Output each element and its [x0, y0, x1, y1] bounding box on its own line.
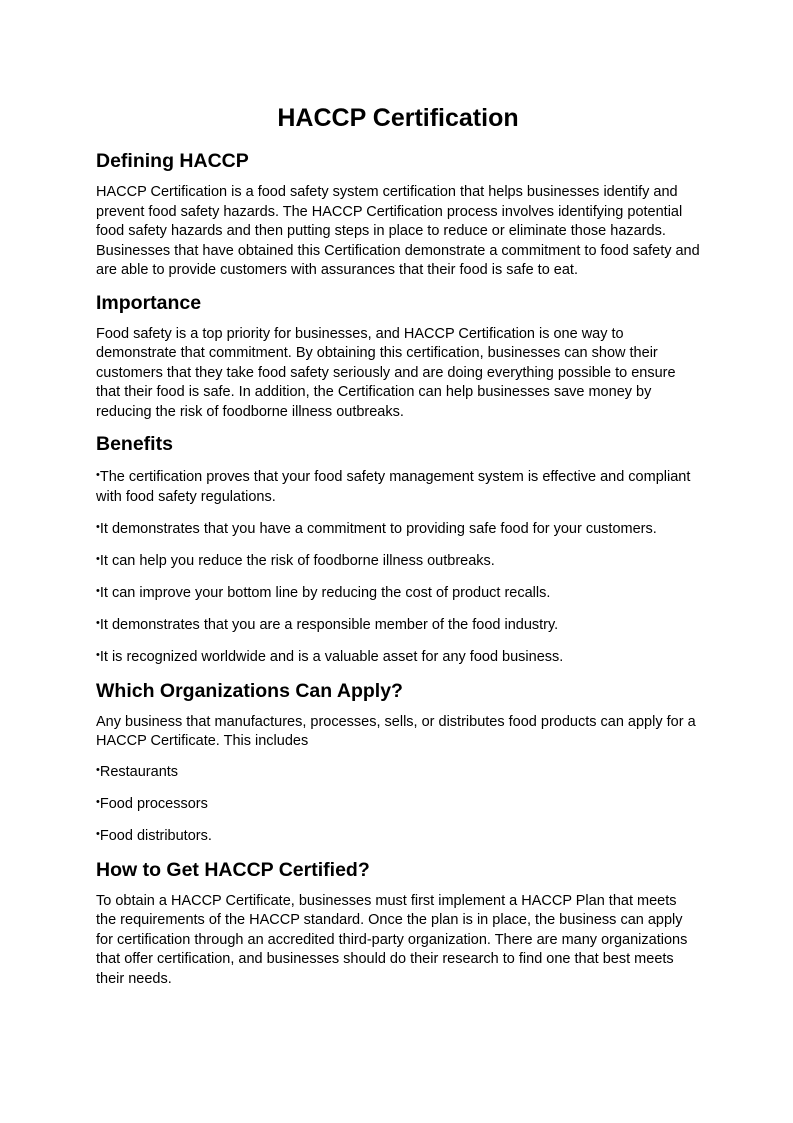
- bullet-icon: •: [96, 616, 100, 629]
- list-item-text: Food processors: [99, 795, 208, 812]
- list-item: [96, 761, 700, 783]
- benefits-list: [96, 466, 700, 667]
- bullet-icon: •: [96, 552, 100, 565]
- section-how-to-get-certified: [96, 857, 700, 990]
- list-item-text: Restaurants: [99, 763, 179, 780]
- list-item-text: It demonstrates that you have a commitment to providing safe food for your customers.: [99, 520, 657, 537]
- list-item: [96, 825, 700, 847]
- section-heading: Importance: [96, 291, 202, 314]
- section-paragraph: To obtain a HACCP Certificate, businesses must first implement a HACCP Plan that meets the requirements of the HACCP standard. Once the plan is in place, the business can apply for certification through an accredited third-party organization. There are many organizations that offer certification, and businesses should do their research to find one that best meets their needs.: [96, 892, 688, 987]
- bullet-icon: •: [96, 827, 100, 840]
- section-importance: [96, 290, 700, 423]
- section-benefits: [96, 431, 700, 667]
- list-item: [96, 646, 700, 668]
- section-heading: Defining HACCP: [96, 150, 249, 172]
- section-paragraph: HACCP Certification is a food safety system certification that helps businesses identify and prevent food safety hazards. The HACCP Certification process involves identifying potential food safety hazards and then putting steps in place to reduce or eliminate those hazards. Businesses that have obtained this Certification demonstrate a commitment to food safety and are able to provide customers with assurances that their food is safe to eat.: [96, 184, 700, 278]
- list-item-text: Food distributors.: [99, 827, 212, 844]
- section-paragraph: Food safety is a top priority for businesses, and HACCP Certification is one way to demonstrate that commitment. By obtaining this certification, businesses can show their customers that they take food safety seriously and are doing everything possible to ensure that their food is safe. In addition, the Certification can help businesses save money by reducing the risk of foodborne illness outbreaks.: [96, 325, 676, 420]
- section-heading: Benefits: [96, 433, 173, 455]
- list-item-text: It can help you reduce the risk of foodborne illness outbreaks.: [99, 552, 495, 569]
- list-item-text: It demonstrates that you are a responsible member of the food industry.: [99, 616, 559, 633]
- document-title: HACCP Certification: [277, 104, 519, 132]
- section-heading: Which Organizations Can Apply?: [96, 679, 403, 702]
- bullet-icon: •: [96, 648, 100, 661]
- list-item: [96, 793, 700, 815]
- organizations-list: [96, 761, 700, 847]
- bullet-icon: •: [96, 795, 100, 808]
- list-item: [96, 466, 700, 507]
- section-defining-haccp: [96, 148, 700, 281]
- section-heading: How to Get HACCP Certified?: [96, 858, 370, 881]
- list-item: [96, 550, 700, 572]
- bullet-icon: •: [96, 520, 100, 533]
- section-paragraph: Any business that manufactures, processes, sells, or distributes food products can apply for a HACCP Certificate. This includes: [96, 713, 696, 749]
- bullet-icon: •: [96, 584, 100, 597]
- list-item: [96, 582, 700, 604]
- list-item: [96, 518, 700, 540]
- list-item-text: It is recognized worldwide and is a valuable asset for any food business.: [99, 648, 564, 665]
- document-page: [96, 100, 700, 998]
- list-item: [96, 614, 700, 636]
- bullet-icon: •: [96, 469, 100, 481]
- section-which-organizations: [96, 678, 700, 847]
- list-item-text: The certification proves that your food safety management system is effective and compliant with food safety regulations.: [96, 469, 691, 505]
- list-item-text: It can improve your bottom line by reducing the cost of product recalls.: [99, 584, 551, 601]
- bullet-icon: •: [96, 763, 100, 776]
